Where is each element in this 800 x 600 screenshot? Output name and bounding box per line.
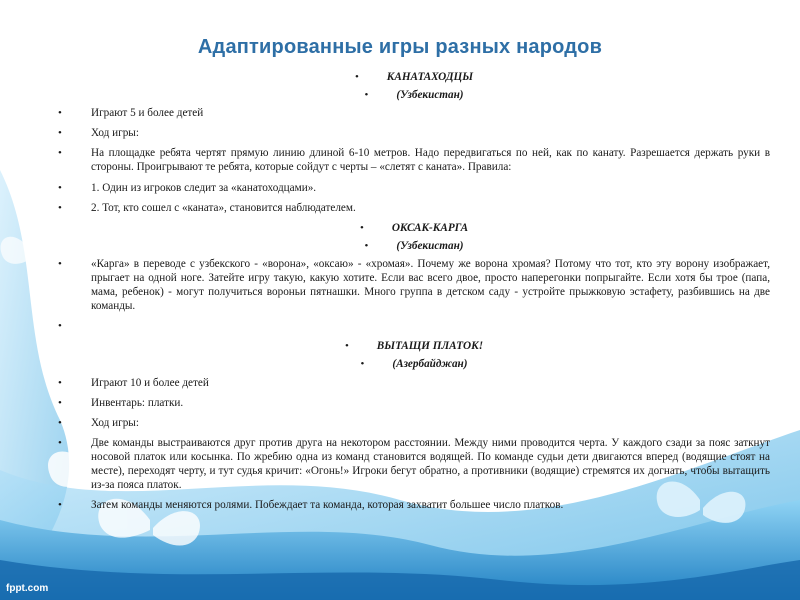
- section-heading: [58, 221, 770, 235]
- bullet-icon: •: [364, 89, 369, 102]
- item-text: Инвентарь: платки.: [91, 396, 184, 409]
- list-item: [58, 106, 770, 120]
- item-text: КАНАТАХОДЦЫ: [386, 71, 474, 83]
- item-text: 1. Один из игроков следит за «канатоходцами».: [91, 181, 317, 194]
- item-text: ВЫТАЩИ ПЛАТОК!: [376, 340, 484, 353]
- bullet-icon: •: [58, 181, 62, 194]
- item-text: 2. Тот, кто сошел с «каната», становится наблюдателем.: [91, 201, 356, 214]
- section-heading: [58, 70, 770, 84]
- list-item: [58, 396, 770, 410]
- item-text: Две команды выстраиваются друг против друга на некотором расстоянии. Между ними проводится черта. У каждого сзади за пояс заткнут носовой платок или косынка. По жребию одна из команд становится водящей. По команде судьи дети двигаются вперед (водящие стоят на месте), переходят черту, и тут судья кричит: «Огонь!» Игроки бегут обратно, а противники (водящие) стремятся их догнать, чтобы вытащить из-за пояса платок.: [91, 436, 770, 492]
- item-text: Ход игры:: [91, 416, 139, 429]
- list-item: [58, 376, 770, 390]
- bullet-icon: •: [58, 396, 62, 409]
- bullet-icon: •: [360, 358, 365, 371]
- section-heading: [58, 339, 770, 353]
- bullet-icon: •: [58, 107, 62, 120]
- list-item: [58, 498, 770, 512]
- bullet-icon: •: [58, 147, 62, 160]
- section-heading: [58, 88, 770, 102]
- bullet-icon: •: [359, 221, 364, 234]
- list-item: [58, 319, 770, 333]
- bullet-icon: •: [344, 340, 349, 353]
- item-text: (Узбекистан): [396, 239, 464, 252]
- item-text: Затем команды меняются ролями. Побеждает та команда, которая захватит большее число платков.: [91, 499, 564, 512]
- item-text: Ход игры:: [91, 127, 139, 140]
- item-text: (Узбекистан): [396, 89, 464, 102]
- bullet-icon: •: [58, 257, 62, 270]
- list-item: [58, 257, 770, 313]
- list-item: [58, 181, 770, 195]
- bullet-icon: •: [58, 499, 62, 512]
- content-list: [58, 70, 770, 518]
- item-text: На площадке ребята чертят прямую линию длиной 6-10 метров. Надо передвигаться по ней, как по канату. Разрешается держать руки в стороны. Проигрывают те ребята, которые сойдут с черты – «слетят с каната». Правила:: [91, 147, 770, 174]
- bullet-icon: •: [58, 376, 62, 389]
- bullet-icon: •: [58, 416, 62, 429]
- list-item: [58, 146, 770, 174]
- bullet-icon: •: [364, 239, 369, 252]
- item-text: ОКСАК-КАРГА: [391, 221, 469, 234]
- watermark: fppt.com: [6, 583, 49, 594]
- item-text: «Карга» в переводе с узбекского - «ворона», «оксаю» - «хромая». Почему же ворона хромая? Потому что тот, кто эту ворону изображает, прыгает на одной ноге. Затейте игру такую, какую хотите. Если вас всего двое, просто наперегонки попрыгайте. Если хотя бы трое (папа, мама, ребенок) - могут получиться вороньи пятнашки. Много группа в детском саду - устройте прыжковую эстафету, разбившись на две команды.: [91, 257, 770, 313]
- bullet-icon: •: [58, 436, 62, 449]
- page-title: Адаптированные игры разных народов: [197, 36, 603, 58]
- item-text: (Азербайджан): [392, 358, 468, 371]
- list-item: [58, 416, 770, 430]
- list-item: [58, 436, 770, 492]
- list-item: [58, 126, 770, 140]
- item-text: Играют 5 и более детей: [91, 107, 204, 120]
- section-heading: [58, 239, 770, 253]
- list-item: [58, 201, 770, 215]
- item-text: Играют 10 и более детей: [91, 376, 209, 389]
- section-heading: [58, 357, 770, 371]
- bullet-icon: •: [58, 201, 62, 214]
- bullet-icon: •: [354, 71, 359, 83]
- bullet-icon: •: [58, 127, 62, 140]
- bullet-icon: •: [58, 320, 62, 333]
